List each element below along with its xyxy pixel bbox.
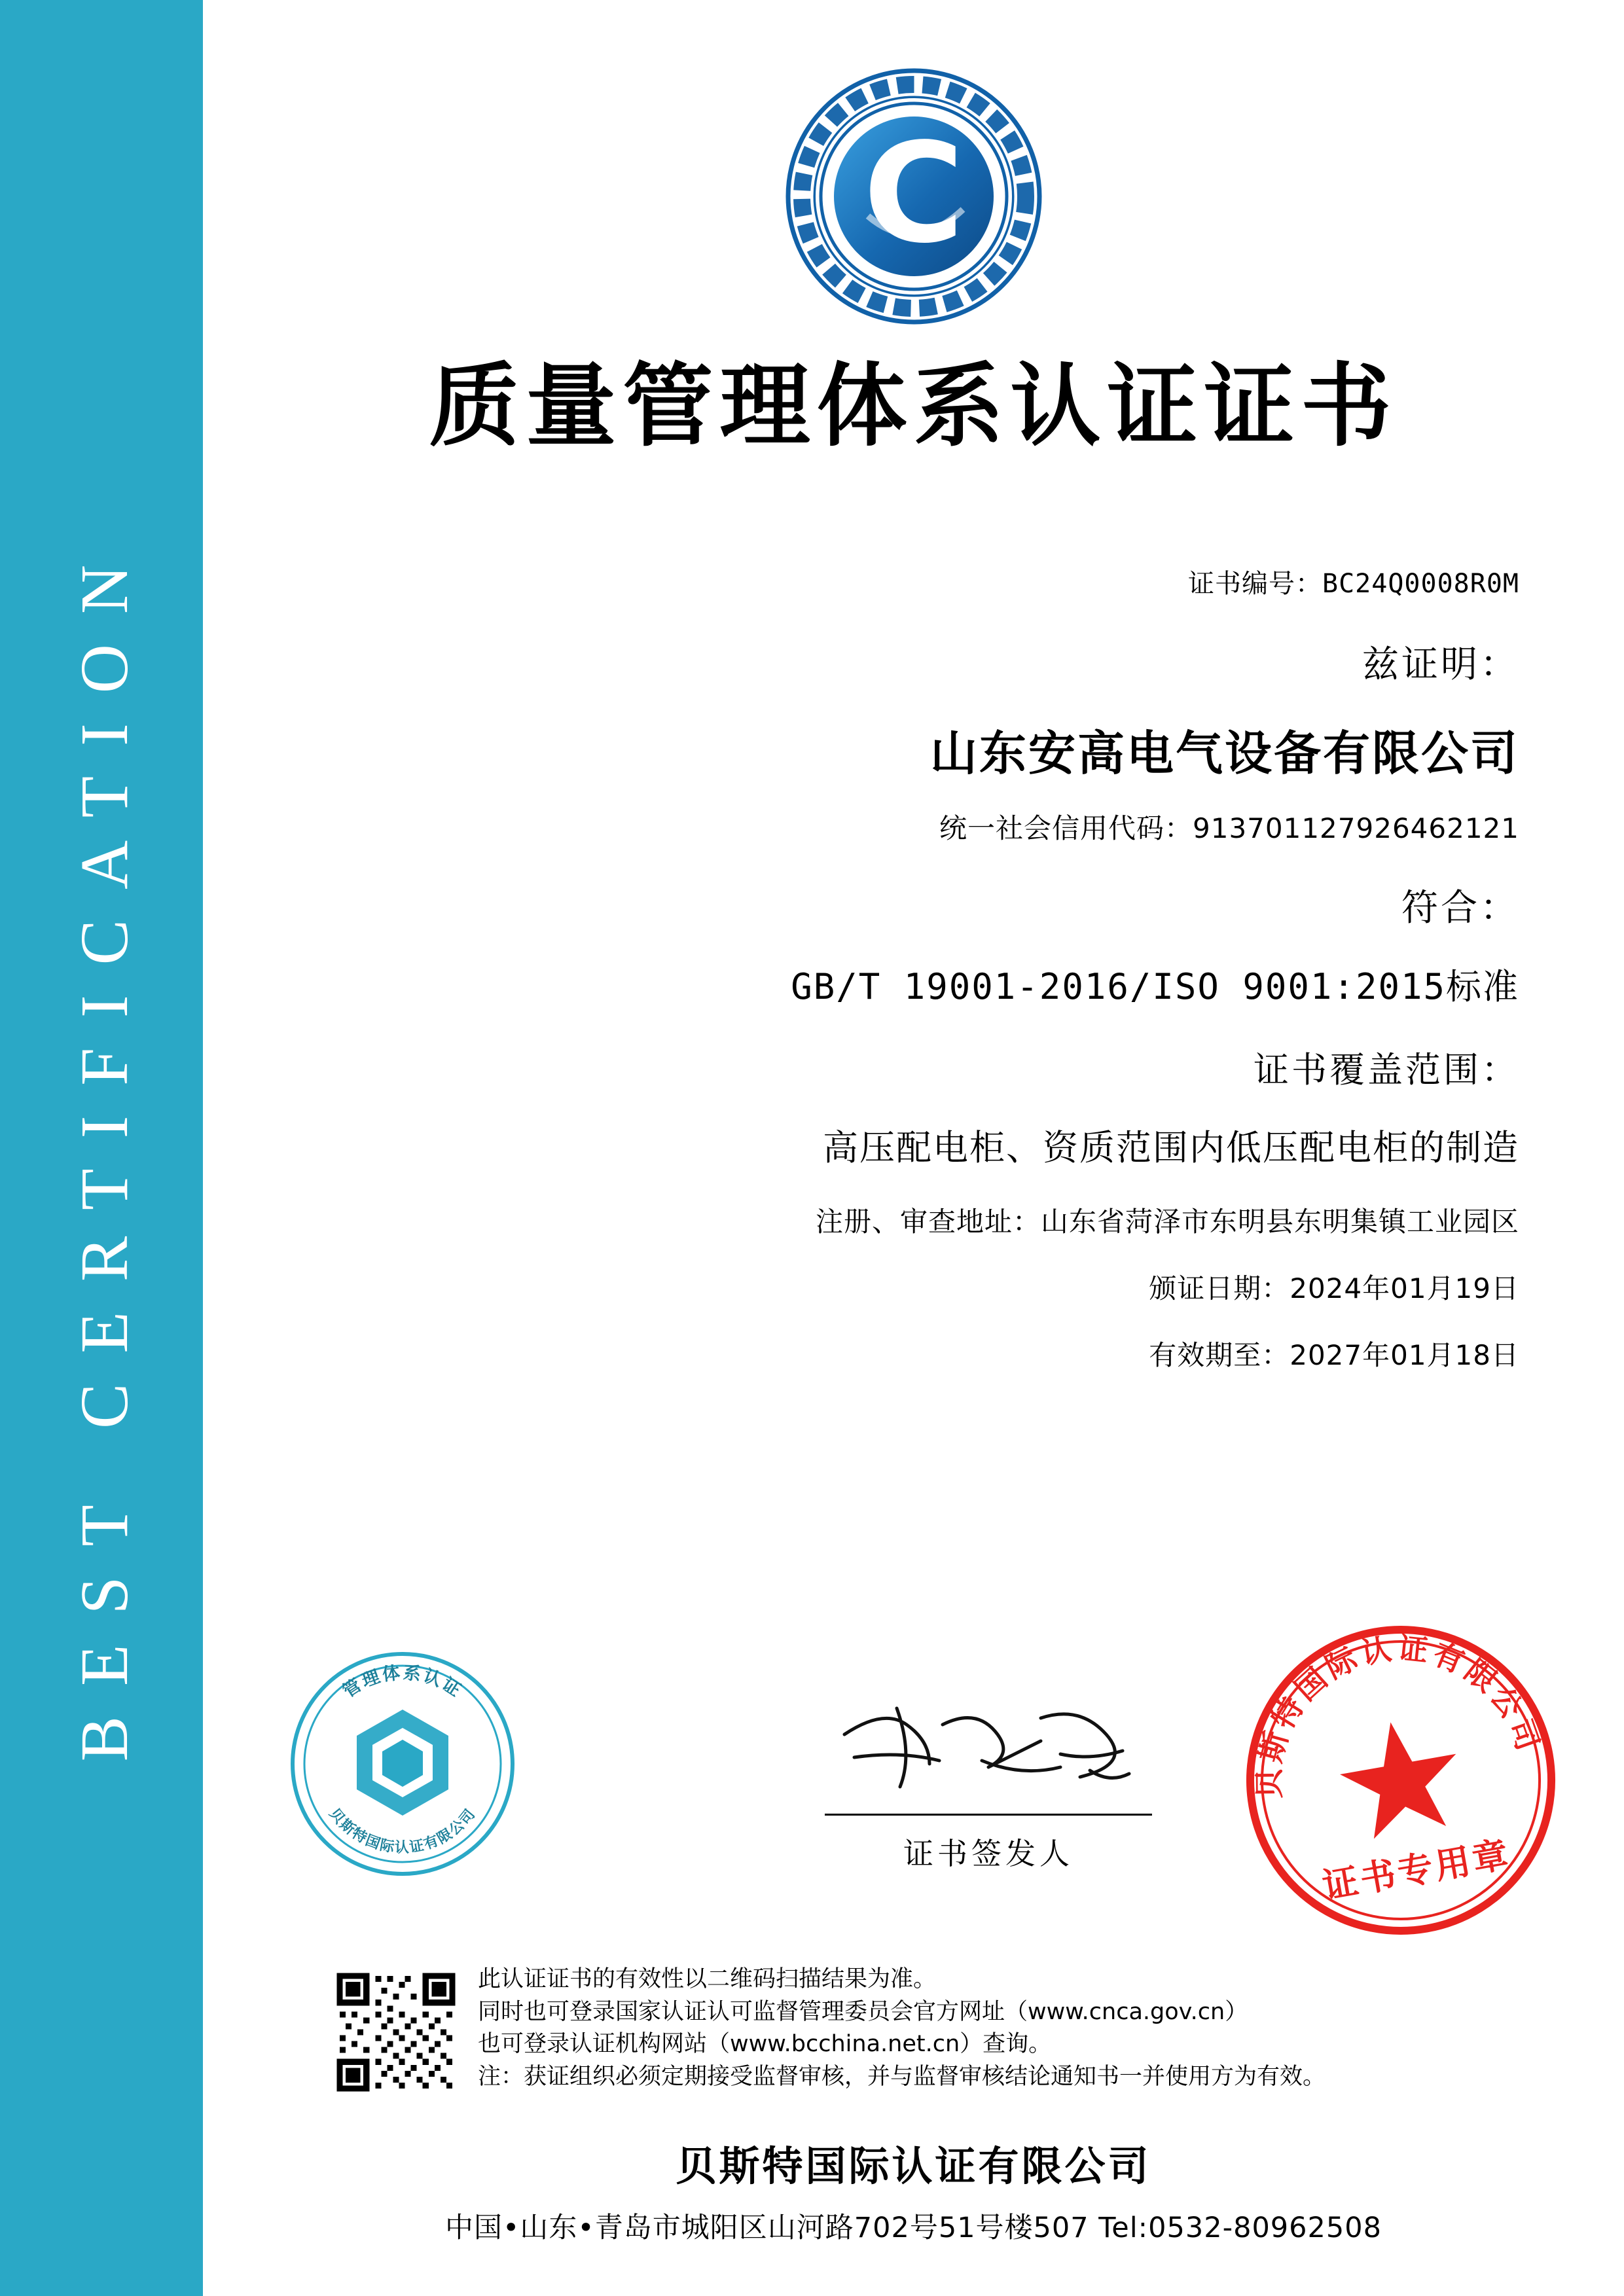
- certificate-body: [203, 0, 1624, 2296]
- page-title: 质量管理体系认证证书: [429, 353, 1398, 459]
- qr-code-icon: [334, 1970, 458, 2094]
- svg-text:C: C: [863, 113, 964, 274]
- side-band-text: BEST CERTIFICATION: [67, 534, 142, 1762]
- hereby-certify-label: 兹证明：: [1362, 643, 1519, 686]
- accreditation-seal-icon: [288, 1649, 517, 1878]
- note-line: 也可登录认证机构网站（www.bcchina.net.cn）查询。: [478, 2031, 1052, 2058]
- svg-text:管理体系认证: 管理体系认证: [339, 1662, 466, 1702]
- footer-address: 中国•山东•青岛市城阳区山河路702号51号楼507 Tel:0532-80962508: [445, 2212, 1382, 2244]
- bc-circular-emblem-icon: [783, 65, 1045, 327]
- svg-text:证书专用章: 证书专用章: [1319, 1833, 1514, 1907]
- credit-code: 统一社会信用代码：913701127926462121: [939, 812, 1519, 844]
- scope-label: 证书覆盖范围：: [1254, 1049, 1519, 1090]
- standard-value: GB/T 19001-2016/ISO 9001:2015标准: [791, 966, 1519, 1007]
- side-band: [0, 0, 203, 2296]
- note-line: 此认证证书的有效性以二维码扫描结果为准。: [478, 1966, 937, 1992]
- certificate-number-label: 证书编号：: [1188, 569, 1323, 599]
- certificate-number-value: BC24Q0008R0M: [1322, 569, 1519, 599]
- signature-rule: [825, 1814, 1152, 1816]
- handwritten-signature-icon: [818, 1695, 1159, 1806]
- footer-company-name: 贝斯特国际认证有限公司: [676, 2142, 1151, 2190]
- notes-block: [478, 1964, 1538, 2094]
- company-name: 山东安高电气设备有限公司: [929, 726, 1519, 781]
- issue-date: 颁证日期：2024年01月19日: [1149, 1272, 1519, 1304]
- svg-text:贝斯特国际认证有限公司: 贝斯特国际认证有限公司: [325, 1805, 480, 1856]
- red-official-stamp-icon: [1237, 1617, 1564, 1944]
- conform-label: 符合：: [1401, 887, 1519, 929]
- note-line: 同时也可登录国家认证认可监督管理委员会官方网址（www.cnca.gov.cn）: [478, 1998, 1248, 2025]
- scope-value: 高压配电柜、资质范围内低压配电柜的制造: [823, 1127, 1519, 1168]
- valid-until-date: 有效期至：2027年01月18日: [1149, 1339, 1519, 1371]
- certificate-number-line: [203, 563, 1519, 600]
- svg-text:贝斯特国际认证有限公司: 贝斯特国际认证有限公司: [1251, 1630, 1547, 1799]
- registered-address: 注册、审查地址：山东省菏泽市东明县东明集镇工业园区: [815, 1206, 1519, 1238]
- signature-label: 证书签发人: [903, 1836, 1074, 1871]
- signature-area: [818, 1695, 1159, 1873]
- certificate-details: [203, 563, 1624, 1373]
- note-line: 注：获证组织必须定期接受监督审核，并与监督审核结论通知书一并使用方为有效。: [478, 2064, 1326, 2090]
